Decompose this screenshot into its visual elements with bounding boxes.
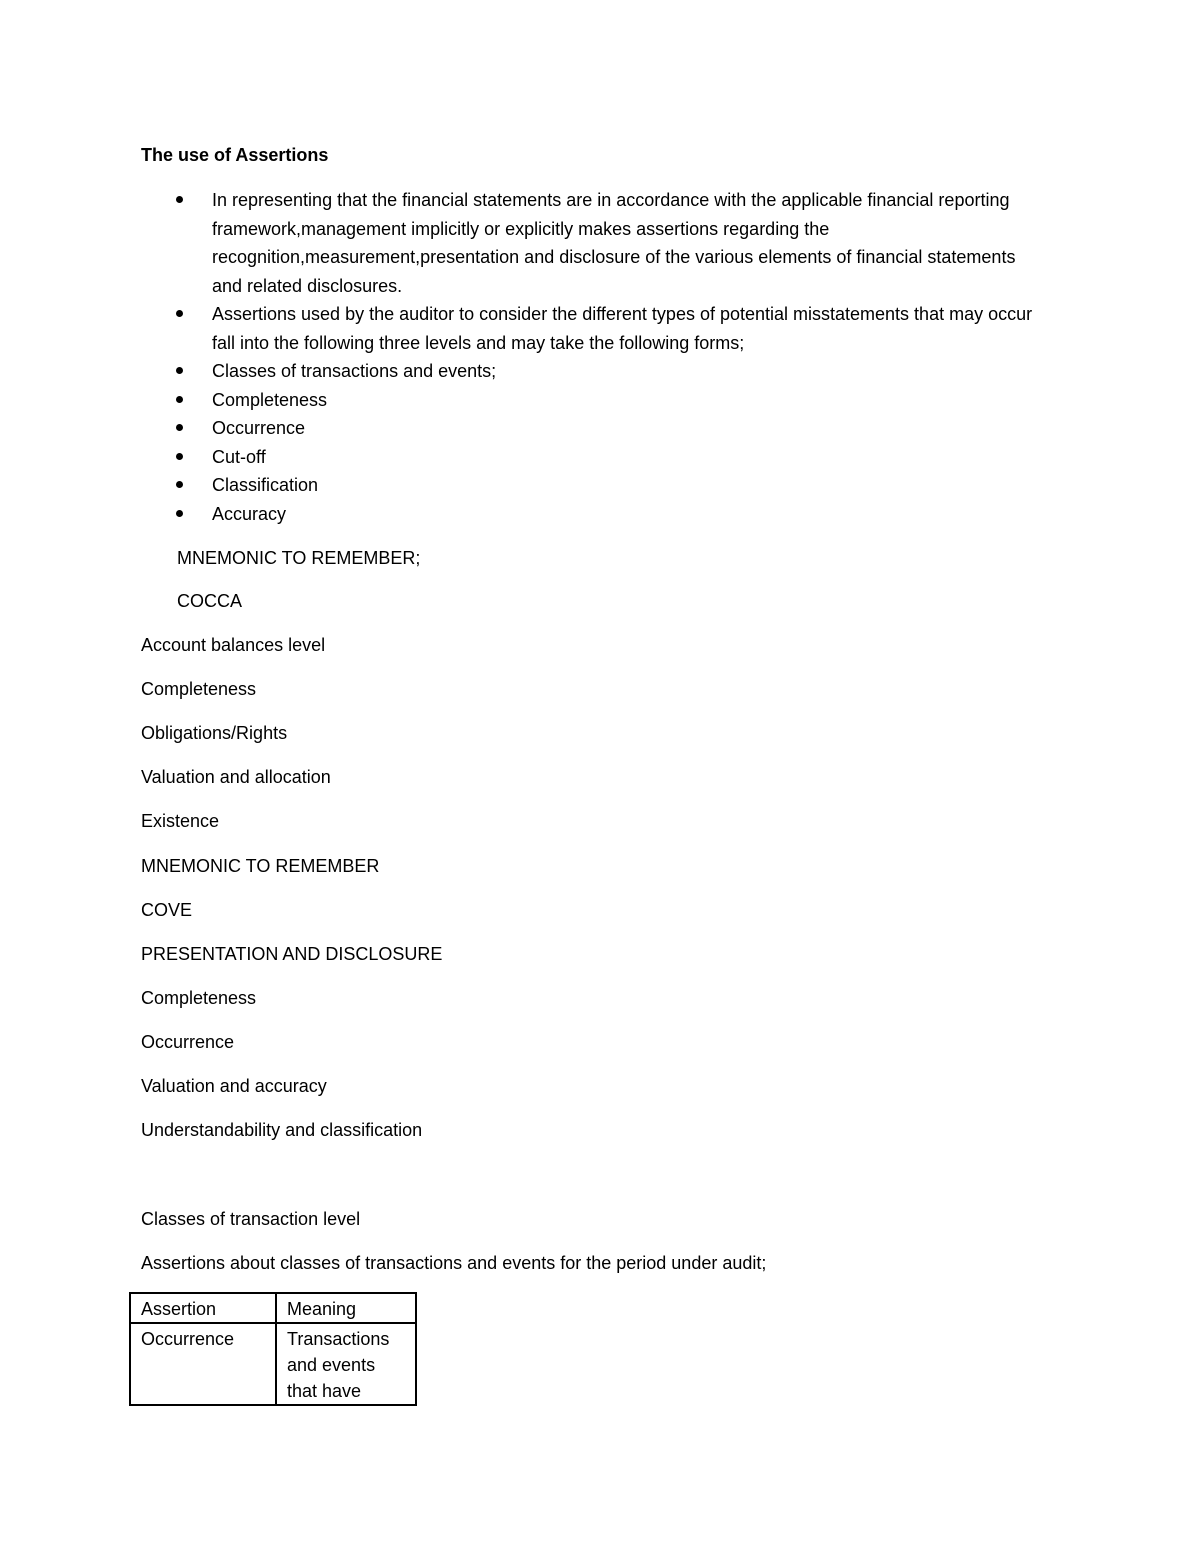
account-balances-item: Completeness — [141, 679, 257, 699]
list-item: Accuracy — [141, 500, 1041, 529]
list-item: Classification — [141, 471, 1041, 500]
table-header-cell: Meaning — [276, 1293, 416, 1323]
table-cell: Transactions and events that have — [276, 1323, 416, 1405]
account-balances-heading: Account balances level — [141, 635, 326, 655]
list-item: Classes of transactions and events; — [141, 357, 1041, 386]
presentation-item: Valuation and accuracy — [141, 1076, 327, 1096]
presentation-item: Understandability and classification — [141, 1120, 423, 1140]
list-item: Cut-off — [141, 443, 1041, 472]
classes-of-transaction-intro: Assertions about classes of transactions and events for the period under audit; — [141, 1253, 767, 1273]
classes-of-transaction-heading: Classes of transaction level — [141, 1209, 361, 1229]
account-balances-item: Existence — [141, 811, 220, 831]
list-item: In representing that the financial statements are in accordance with the applicable financial reporting framework,management implicitly or explicitly makes assertions regarding the recognition,measurement,presentation and disclosure of the various elements of financial statements and related disclosures. — [141, 186, 1041, 300]
mnemonic-word: COVE — [141, 900, 193, 920]
table-row — [130, 1323, 416, 1405]
mnemonic-heading: MNEMONIC TO REMEMBER — [141, 856, 380, 876]
table-header-cell: Assertion — [130, 1293, 276, 1323]
table-cell: Occurrence — [130, 1323, 276, 1405]
presentation-heading: PRESENTATION AND DISCLOSURE — [141, 944, 443, 964]
account-balances-item: Valuation and allocation — [141, 767, 331, 787]
presentation-item: Completeness — [141, 988, 257, 1008]
list-item: Assertions used by the auditor to consider the different types of potential misstatements that may occur fall into the following three levels and may take the following forms; — [141, 300, 1041, 357]
assertions-bullet-list — [141, 186, 1041, 528]
document-title: The use of Assertions — [141, 145, 329, 165]
table-header-row — [130, 1293, 416, 1323]
list-item: Completeness — [141, 386, 1041, 415]
assertions-table — [129, 1292, 417, 1406]
account-balances-item: Obligations/Rights — [141, 723, 288, 743]
mnemonic-word: COCCA — [177, 591, 243, 611]
list-item: Occurrence — [141, 414, 1041, 443]
presentation-item: Occurrence — [141, 1032, 235, 1052]
mnemonic-heading: MNEMONIC TO REMEMBER; — [177, 548, 421, 568]
